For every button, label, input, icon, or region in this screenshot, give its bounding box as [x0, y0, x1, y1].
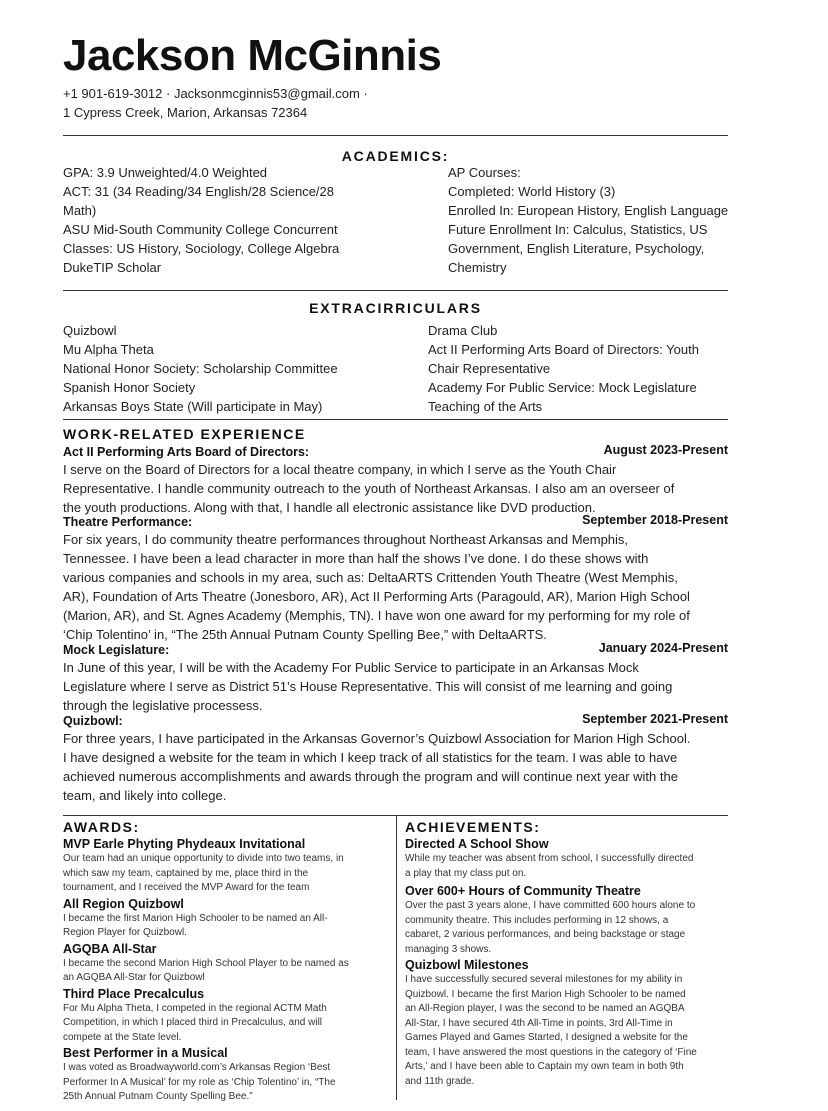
awards-section: [63, 818, 388, 1105]
achievement-title: Directed A School Show: [405, 837, 549, 851]
divider: [63, 419, 728, 420]
awards-heading: AWARDS:: [63, 819, 140, 835]
job-line: team, and likely into college.: [63, 788, 227, 803]
job-title: Mock Legislature:: [63, 643, 170, 657]
academics-line: Chemistry: [448, 260, 507, 275]
achievement-line: an All-Region player, I was the second to be named an AGQBA: [405, 1003, 685, 1014]
academics-line: ACT: 31 (34 Reading/34 English/28 Science/28: [63, 184, 335, 199]
job-line: I serve on the Board of Directors for a local theatre company, in which I serve as the Youth Chair: [63, 462, 617, 477]
job-date: September 2018-Present: [582, 513, 728, 527]
academics-line: Enrolled In: European History, English Language: [448, 203, 729, 218]
job-line: Tennessee. I have been a lead character in more than half the shows I’ve done. I do these shows with: [63, 551, 649, 566]
achievement-line: All-Star, I have secured 4th All-Time in points, 3rd All-Time in: [405, 1017, 673, 1029]
job-line: AR), Foundation of Arts Theatre (Jonesboro, AR), Act II Performing Arts (Paragould, AR), Marion High School: [63, 589, 690, 604]
achievement-title: Quizbowl Milestones: [405, 958, 529, 972]
job-line: In June of this year, I will be with the Academy For Public Service to participate in an Arkansas Mock: [63, 660, 639, 675]
academics-right: [448, 163, 738, 277]
contact-info: [63, 84, 463, 122]
achievement-line: community theatre. This includes performing in 12 shows, a: [405, 914, 669, 926]
job-line: the youth productions. Along with that, I handle all electronic assistance like DVD production.: [63, 500, 596, 515]
academics-line: Math): [63, 203, 97, 218]
extracurriculars-right: [428, 321, 728, 416]
academics-line: Completed: World History (3): [448, 184, 616, 199]
award-title: Third Place Precalculus: [63, 986, 205, 1001]
award-line: compete at the State level.: [63, 1031, 182, 1043]
award-line: Performer In A Musical’ for my role as ‘Chip Tolentino’ in, “The: [63, 1076, 336, 1088]
job-title: Act II Performing Arts Board of Directors:: [63, 445, 310, 459]
academics-left: [63, 163, 433, 277]
job-line: (Marion, AR), and St. Agnes Academy (Memphis, TN). I have won one award for my performing for my role of: [63, 608, 690, 623]
award-description: [63, 912, 388, 941]
academics-line: DukeTIP Scholar: [63, 260, 162, 275]
contact-line: +1 901-619-3012 · Jacksonmcginnis53@gmail.com ·: [63, 86, 368, 101]
column-divider: [396, 816, 397, 1100]
extracurricular-item: National Honor Society: Scholarship Committee: [63, 361, 338, 376]
job-line: I have designed a website for the team in which I keep track of all statistics for the team. I was able to have: [63, 750, 678, 765]
achievement-description: [405, 899, 728, 957]
award-line: an AGQBA All-Star for Quizbowl: [63, 972, 205, 983]
award-description: [63, 1002, 388, 1046]
academics-line: GPA: 3.9 Unweighted/4.0 Weighted: [63, 165, 268, 180]
job-title: Quizbowl:: [63, 714, 123, 728]
achievement-title: Over 600+ Hours of Community Theatre: [405, 884, 641, 898]
achievement-line: a play that my class put on.: [405, 867, 527, 879]
job-description: [63, 530, 728, 644]
award-line: For Mu Alpha Theta, I competed in the regional ACTM Math: [63, 1002, 327, 1014]
job-line: For three years, I have participated in the Arkansas Governor’s Quizbowl Association for Marion High School.: [63, 731, 691, 746]
job-description: [63, 729, 728, 805]
award-title: MVP Earle Phyting Phydeaux Invitational: [63, 837, 306, 851]
job-entry: [63, 445, 728, 517]
award-title: Best Performer in a Musical: [63, 1046, 228, 1060]
academics-line: Future Enrollment In: Calculus, Statistics, US: [448, 222, 708, 237]
award-title: AGQBA All-Star: [63, 941, 157, 956]
job-line: Legislature where I serve as District 51’s House Representative. This will consist of me learning and going: [63, 679, 673, 694]
work-experience-heading: WORK-RELATED EXPERIENCE: [63, 426, 306, 442]
achievement-description: [405, 852, 728, 881]
award-line: 25th Annual Putnam County Spelling Bee.”: [63, 1091, 253, 1102]
achievements-section: [405, 818, 728, 1089]
achievement-line: Quizbowl. I became the first Marion High Schooler to be named: [405, 988, 686, 1000]
award-line: Our team had an unique opportunity to divide into two teams, in: [63, 853, 344, 864]
achievement-line: I have successfully secured several milestones for my ability in: [405, 974, 683, 985]
achievement-line: Over the past 3 years alone, I have committed 600 hours alone to: [405, 900, 696, 911]
job-line: various companies and schools in my area, such as: DeltaARTS Crittenden Youth Theatre (West Memphis,: [63, 570, 678, 585]
achievement-description: [405, 973, 728, 1089]
award-line: I became the second Marion High School Player to be named as: [63, 957, 349, 969]
extracurricular-item: Academy For Public Service: Mock Legislature: [428, 380, 697, 395]
academics-line: Government, English Literature, Psychology,: [448, 241, 705, 256]
academics-line: Classes: US History, Sociology, College Algebra: [63, 241, 340, 256]
award-description: [63, 957, 388, 986]
job-line: For six years, I do community theatre performances throughout Northeast Arkansas and Memphis,: [63, 532, 629, 547]
award-line: which saw my team, captained by me, place third in the: [63, 867, 309, 879]
extracurricular-item: Arkansas Boys State (Will participate in May): [63, 399, 323, 414]
resume-page: [63, 0, 728, 1111]
extracurriculars-heading: EXTRACIRRICULARS: [309, 300, 482, 316]
job-title: Theatre Performance:: [63, 515, 193, 529]
job-date: January 2024-Present: [598, 641, 728, 655]
award-line: tournament, and I received the MVP Award for the team: [63, 882, 310, 893]
job-date: September 2021-Present: [582, 712, 728, 726]
applicant-name: Jackson McGinnis: [63, 31, 442, 80]
extracurricular-item: Drama Club: [428, 323, 498, 338]
award-line: Competition, in which I placed third in Precalculus, and will: [63, 1017, 323, 1028]
achievement-line: cabaret, 2 various performances, and being backstage or stage: [405, 929, 686, 940]
achievements-heading: ACHIEVEMENTS:: [405, 819, 541, 835]
award-title: All Region Quizbowl: [63, 896, 184, 911]
achievement-line: Games Played and Games Started, I designed a website for the: [405, 1032, 688, 1043]
extracurriculars-left: [63, 321, 423, 416]
job-line: Representative. I handle community outreach to the youth of Northeast Arkansas. I also am an overseer of: [63, 481, 675, 496]
divider: [63, 290, 728, 291]
job-description: [63, 460, 728, 517]
academics-line: AP Courses:: [448, 165, 521, 180]
job-line: ‘Chip Tolentino’ in, “The 25th Annual Putnam County Spelling Bee,” with DeltaARTS.: [63, 627, 547, 642]
achievement-line: and 11th grade.: [405, 1075, 475, 1087]
award-line: Region Player for Quizbowl.: [63, 927, 187, 938]
extracurricular-item: Chair Representative: [428, 361, 551, 376]
job-line: achieved numerous accomplishments and awards through the program and will continue next year with the: [63, 769, 678, 784]
academics-line: ASU Mid-South Community College Concurrent: [63, 222, 338, 237]
award-line: I was voted as Broadwayworld.com’s Arkansas Region ‘Best: [63, 1062, 331, 1073]
extracurricular-item: Quizbowl: [63, 323, 117, 338]
award-line: I became the first Marion High Schooler to be named an All-: [63, 912, 328, 924]
extracurricular-item: Teaching of the Arts: [428, 399, 543, 414]
achievement-line: While my teacher was absent from school, I successfully directed: [405, 853, 694, 864]
job-line: through the legislative processess.: [63, 698, 263, 713]
job-date: August 2023-Present: [603, 443, 728, 457]
divider: [63, 135, 728, 136]
extracurricular-item: Mu Alpha Theta: [63, 342, 154, 357]
achievement-line: Arts,’ and I have been able to Captain my own team in both 9th: [405, 1061, 684, 1072]
job-entry: [63, 643, 728, 715]
achievement-line: managing 3 shows.: [405, 943, 492, 955]
extracurricular-item: Act II Performing Arts Board of Directors: Youth: [428, 342, 699, 357]
achievement-line: team, I have answered the most questions in the category of ‘Fine: [405, 1046, 697, 1058]
job-entry: [63, 515, 728, 644]
academics-heading: ACADEMICS:: [341, 148, 450, 164]
extracurricular-item: Spanish Honor Society: [63, 380, 196, 395]
award-description: [63, 852, 388, 896]
address-line: 1 Cypress Creek, Marion, Arkansas 72364: [63, 105, 308, 120]
job-description: [63, 658, 728, 715]
job-entry: [63, 714, 728, 805]
award-description: [63, 1061, 388, 1105]
